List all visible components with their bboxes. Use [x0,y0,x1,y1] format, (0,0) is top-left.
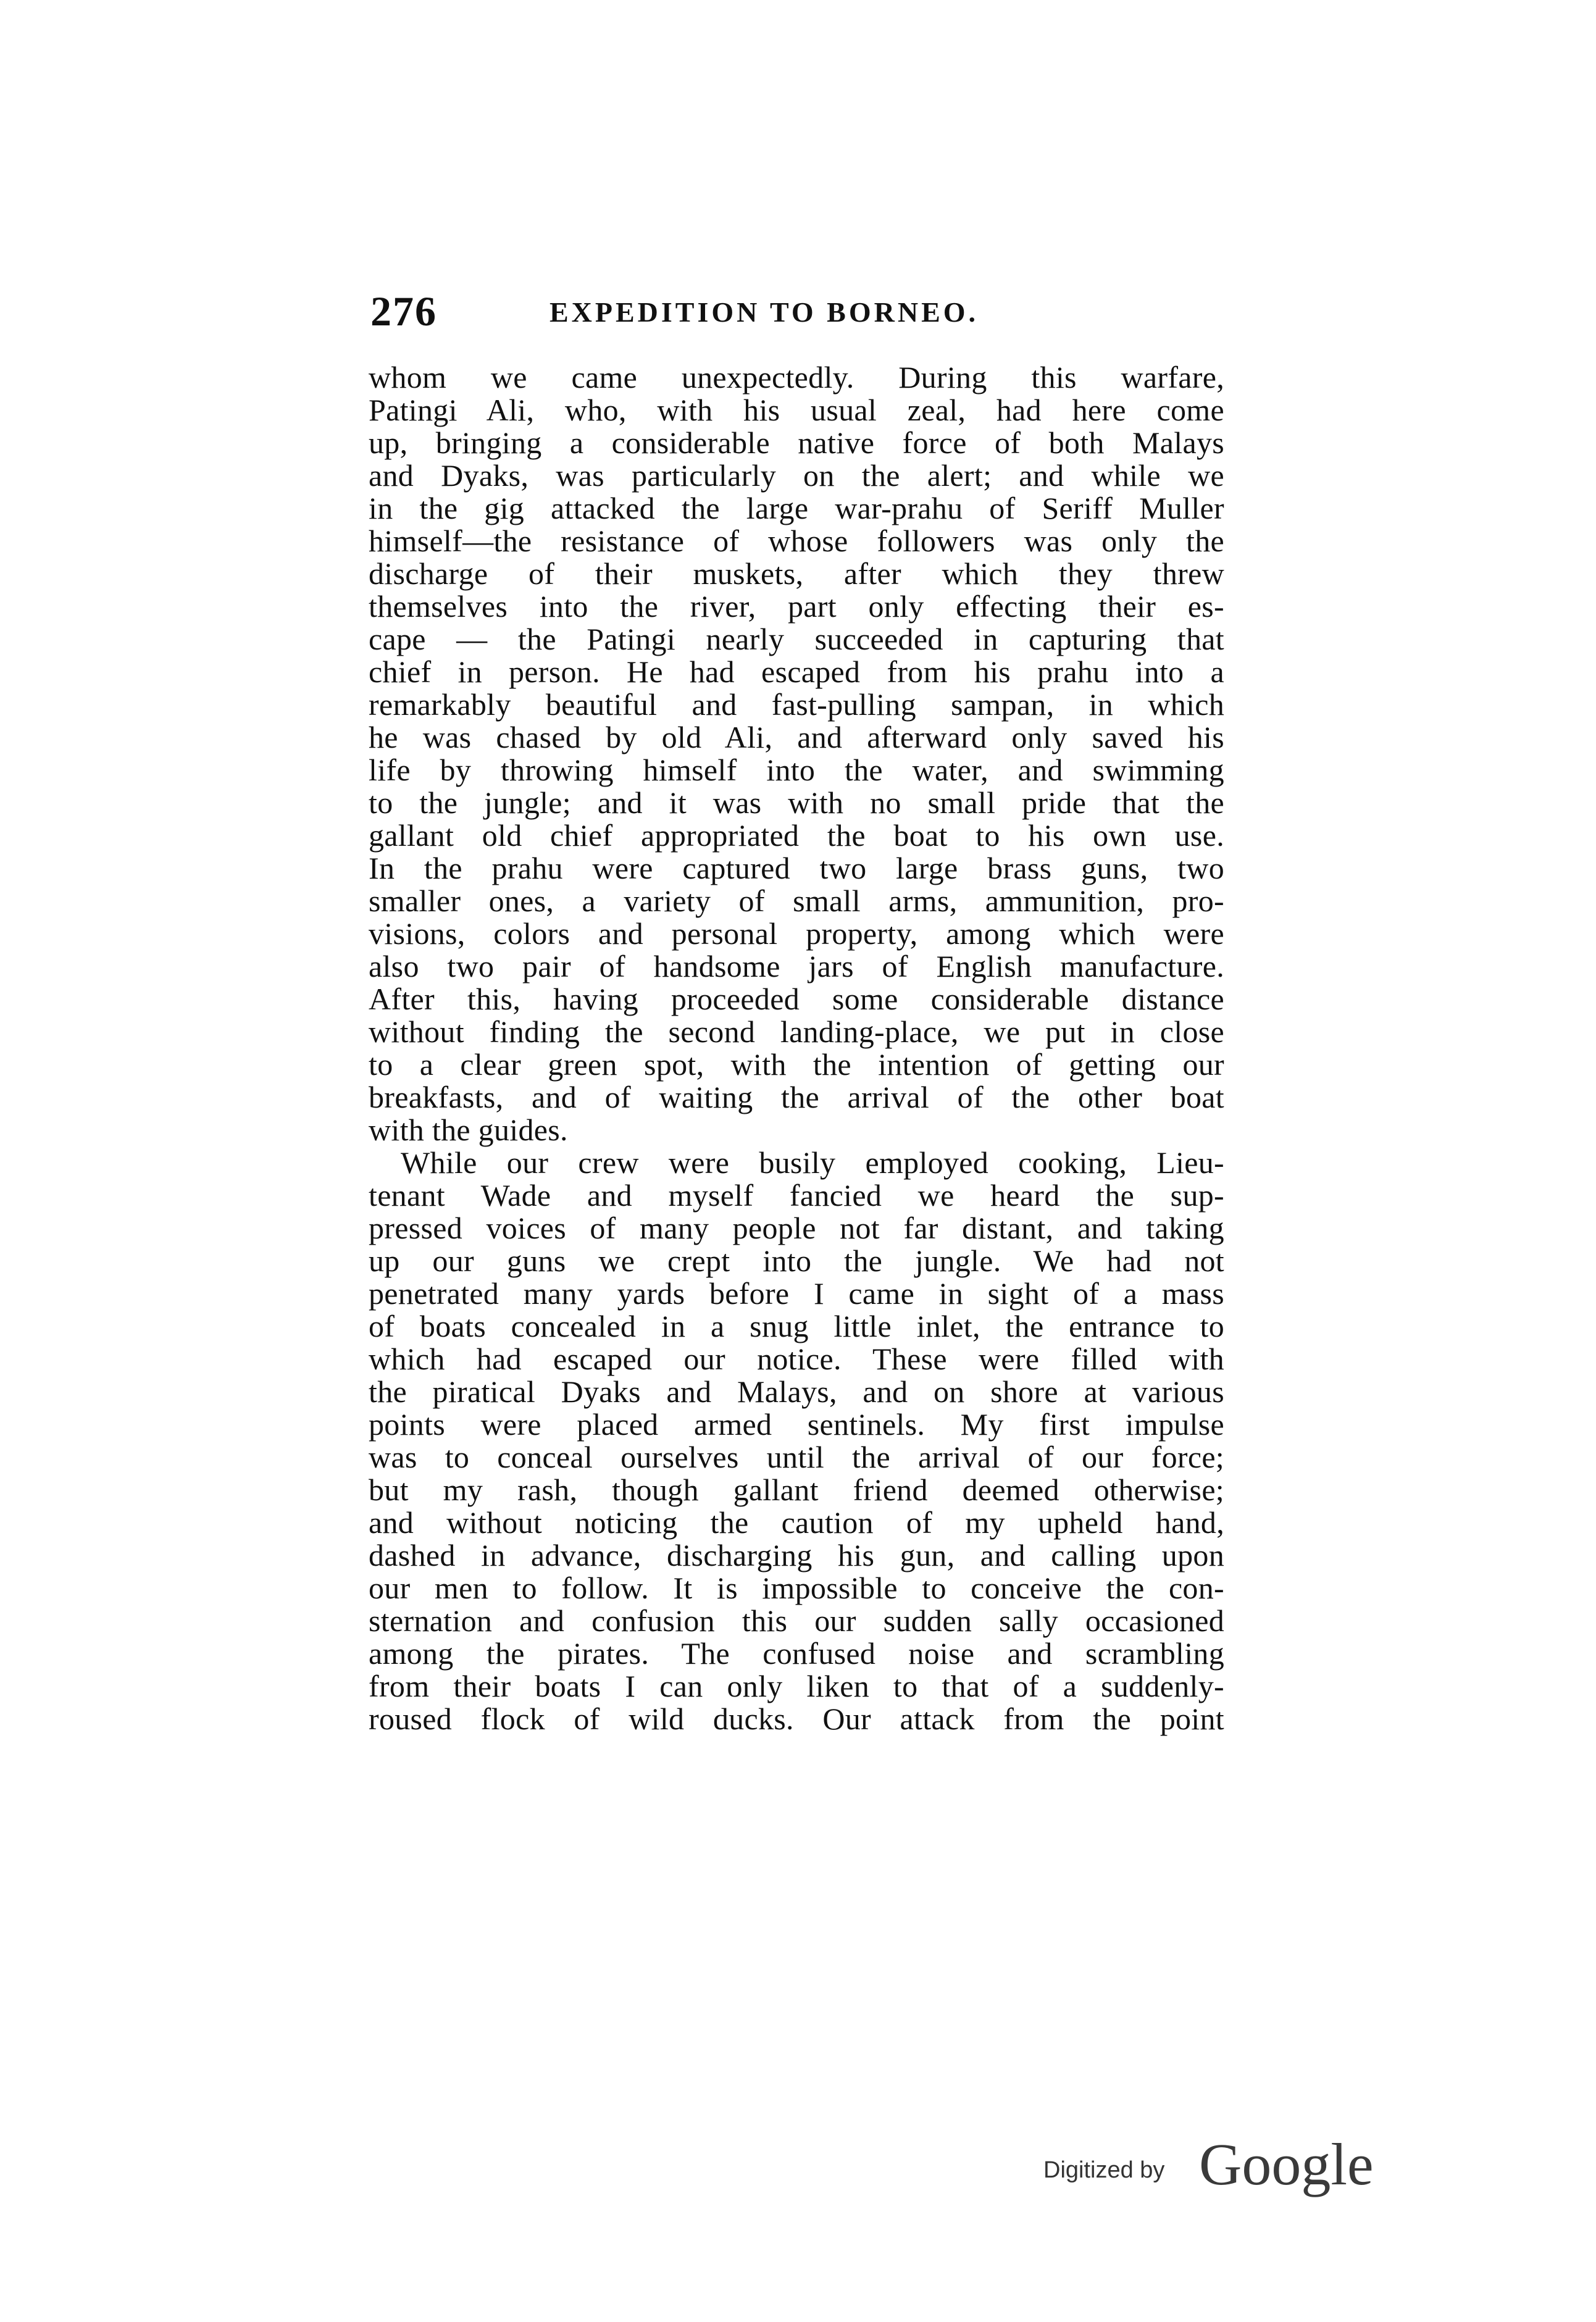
digitized-watermark [1043,2130,1389,2198]
text-line: pressed voices of many people not far distant, and taking [369,1211,1224,1245]
text-line: to a clear green spot, with the intention of getting our [369,1047,1224,1082]
text-line: our men to follow. It is impossible to conceive the con- [369,1571,1224,1605]
text-line: the piratical Dyaks and Malays, and on shore at various [369,1374,1224,1409]
text-line: was to conceal ourselves until the arrival of our force; [369,1440,1224,1474]
text-line: and without noticing the caution of my upheld hand, [369,1505,1224,1540]
text-line: sternation and confusion this our sudden sally occasioned [369,1603,1224,1638]
text-line: from their boats I can only liken to that of a suddenly- [369,1669,1224,1703]
text-line: to the jungle; and it was with no small pride that the [369,785,1224,820]
watermark-prefix: Digitized by [1043,2157,1165,2183]
text-line: up, bringing a considerable native force of both Malays [369,425,1224,460]
text-line: points were placed armed sentinels. My first impulse [369,1407,1224,1442]
page-header [370,287,1222,343]
text-line: smaller ones, a variety of small arms, ammunition, pro- [369,883,1224,918]
text-line: penetrated many yards before I came in sight of a mass [369,1276,1224,1311]
text-line: visions, colors and personal property, among which were [369,916,1224,951]
text-line: While our crew were busily employed cooking, Lieu- [401,1145,1224,1180]
text-line: himself—the resistance of whose followers was only the [369,524,1224,558]
text-line: of boats concealed in a snug little inlet, the entrance to [369,1309,1224,1343]
text-line: cape — the Patingi nearly succeeded in capturing that [369,622,1224,656]
text-line: among the pirates. The confused noise and scrambling [369,1636,1224,1671]
text-line: dashed in advance, discharging his gun, and calling upon [369,1538,1224,1572]
text-line: roused flock of wild ducks. Our attack from the point [369,1702,1224,1736]
text-line: he was chased by old Ali, and afterward only saved his [369,720,1224,754]
text-line: Patingi Ali, who, with his usual zeal, had here come [369,393,1224,427]
text-line: which had escaped our notice. These were filled with [369,1342,1224,1376]
text-line: and Dyaks, was particularly on the alert; and while we [369,458,1224,493]
text-line: up our guns we crept into the jungle. We had not [369,1243,1224,1278]
text-line: chief in person. He had escaped from his prahu into a [369,654,1224,689]
text-line: without finding the second landing-place, we put in close [369,1014,1224,1049]
body-text [369,361,1224,1735]
text-line: tenant Wade and myself fancied we heard the sup- [369,1178,1224,1213]
watermark-brand-logo: Google [1199,2131,1374,2197]
text-line: After this, having proceeded some considerable distance [369,982,1224,1016]
text-line: themselves into the river, part only effecting their es- [369,589,1224,624]
text-line: with the guides. [369,1113,568,1147]
text-line: In the prahu were captured two large brass guns, two [369,851,1224,885]
text-line: but my rash, though gallant friend deemed otherwise; [369,1472,1224,1507]
text-line: remarkably beautiful and fast-pulling sampan, in which [369,687,1224,722]
text-line: discharge of their muskets, after which they threw [369,556,1224,591]
running-title: EXPEDITION TO BORNEO. [549,296,979,328]
text-line: whom we came unexpectedly. During this warfare, [369,360,1224,395]
page-number: 276 [370,288,437,335]
text-line: breakfasts, and of waiting the arrival of the other boat [369,1080,1224,1114]
text-line: in the gig attacked the large war-prahu of Seriff Muller [369,491,1224,525]
text-line: life by throwing himself into the water, and swimming [369,753,1224,787]
text-line: also two pair of handsome jars of English manufacture. [369,949,1224,984]
text-line: gallant old chief appropriated the boat to his own use. [369,818,1224,853]
